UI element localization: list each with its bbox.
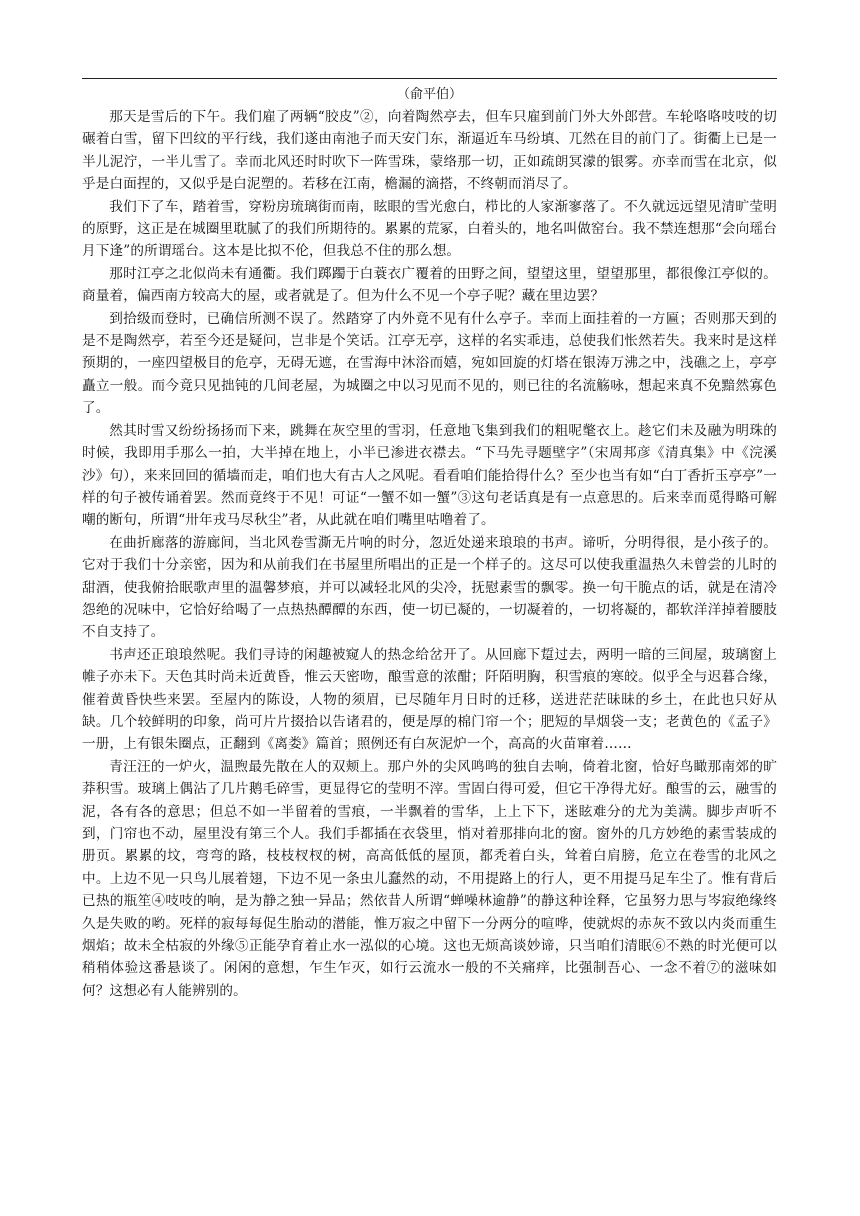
document-page — [82, 84, 777, 1002]
paragraph-4: 到拾级而登时，已确信所测不误了。然踏穿了内外竟不见有什么亭子。幸而上面挂着的一方匾；否则那天到的是不是陶然亭，若至今还是疑问，岂非是个笑话。江亭无亭，这样的名实乖违，总使我们怅然若失。我来时是这样预期的，一座四望极目的危亭，无碍无遮，在雪海中沐浴而嬉，宛如回旋的灯塔在银涛万沸之中，浅礁之上，亭亭矗立一般。而今竟只见拙钝的几间老屋，为城圈之中以习见而不见的，则已往的名流觞咏，想起来真不免黯然寡色了。 — [82, 310, 777, 417]
paragraph-5: 然其时雪又纷纷扬扬而下来，跳舞在灰空里的雪羽，任意地飞集到我们的粗呢氅衣上。趁它们未及融为明珠的时候，我即用手那么一拍，大半掉在地上，小半已渗进衣襟去。“下马先寻题壁字”（宋周邦彦《清真集》中《浣溪沙》句），来来回回的循墙而走，咱们也大有古人之风呢。看看咱们能拾得什么？至少也当有如“白丁香折玉亭亭”一样的句子被传诵着罢。然而竟终于不见！可证“一蟹不如一蟹”③这句老话真是有一点意思的。后来幸而觅得略可解嘲的断句，所谓“卅年戎马尽秋尘”者，从此就在咱们嘴里咕噜着了。 — [82, 422, 777, 529]
paragraph-2: 我们下了车，踏着雪，穿粉房琉璃街而南，眩眼的雪光愈白，栉比的人家渐寥落了。不久就远远望见清旷莹明的原野，这正是在城圈里耽腻了的我们所期待的。累累的荒冢，白着头的，地名叫做窑台。我不禁连想那“会向瑶台月下逢”的所谓瑶台。这本是比拟不伦，但我总不住的那么想。 — [82, 198, 777, 260]
author-line: （俞平伯） — [396, 87, 462, 102]
paragraph-3: 那时江亭之北似尚未有通衢。我们踯躅于白蓑衣广覆着的田野之间，望望这里，望望那里，都很像江亭似的。商量着，偏西南方较高大的屋，或者就是了。但为什么不见一个亭子呢？藏在里边罢？ — [82, 265, 777, 305]
paragraph-1: 那天是雪后的下午。我们雇了两辆“胶皮”②，向着陶然亭去，但车只雇到前门外大外郎营。车轮咯咯吱吱的切碾着白雪，留下凹纹的平行线，我们遂由南池子而天安门东，渐逼近车马纷填、兀然在目的前门了。街衢上已是一半儿泥泞，一半儿雪了。幸而北风还时时吹下一阵雪珠，蒙络那一切，正如疏朗冥濛的银雾。亦幸而雪在北京，似乎是白面捏的，又似乎是白泥塑的。若移在江南，檐漏的滴搭，不终朝而消尽了。 — [82, 109, 777, 193]
paragraph-6: 在曲折廊落的游廊间，当北风卷雪澌无片响的时分，忽近处递来琅琅的书声。谛听，分明得很，是小孩子的。它对于我们十分亲密，因为和从前我们在书屋里所唱出的正是一个样子的。这尽可以使我重温热久未曾尝的儿时的甜酒，使我俯拾眠歌声里的温馨梦痕，并可以减轻北风的尖冷，抚慰素雪的飘零。换一句干脆点的话，就是在清冷怨绝的况味中，它恰好给喝了一点热热醰醰的东西，使一切已凝的，一切凝着的，一切将凝的，都软洋洋掉着腰肢不自支持了。 — [82, 534, 777, 641]
header-rule — [82, 78, 777, 79]
paragraph-7: 书声还正琅琅然呢。我们寻诗的闲趣被窥人的热念给岔开了。从回廊下踅过去，两明一暗的三间屋，玻璃窗上帷子亦未下。天色其时尚未近黄昏，惟云天密吻，酿雪意的浓酣；阡陌明胸，积雪痕的寒皎。似乎全与迟暮合缘，催着黄昏快些来罢。至屋内的陈设，人物的须眉，已尽随年月日时的迁移，送进茫茫昧昧的乡土，在此也只好从缺。几个较鲜明的印象，尚可片片掇拾以告诸君的，便是厚的棉门帘一个；肥短的旱烟袋一支；老黄色的《孟子》一册，上有银朱圈点，正翻到《离娄》篇首；照例还有白灰泥炉一个，高高的火苗窜着…… — [82, 646, 777, 753]
paragraph-8: 青汪汪的一炉火，温煦最先散在人的双颊上。那户外的尖风鸣鸣的独自去响，倚着北窗，恰好鸟瞰那南郊的旷莽积雪。玻璃上偶沾了几片鹅毛碎雪，更显得它的莹明不滓。雪固白得可爱，但它干净得尤好。酿雪的云，融雪的泥，各有各的意思；但总不如一半留着的雪痕，一半飘着的雪华，上上下下，迷眩难分的尤为美满。脚步声听不到，门帘也不动，屋里没有第三个人。我们手都插在衣袋里，悄对着那排向北的窗。窗外的几方妙绝的素雪装成的册页。累累的坟，弯弯的路，枝枝杈杈的树，高高低低的屋顶，都秃着白头，耸着白肩膀，危立在卷雪的北风之中。上边不见一只鸟儿展着翅，下边不见一条虫儿蠢然的动，不用提路上的行人，更不用提马足车尘了。惟有背后已热的瓶笙④吱吱的响，是为静之独一异品；然依昔人所谓“蝉噪林逾静”的静这种诠释，它虽努力思与岑寂绝缘终久是失败的哟。死样的寂每每促生胎动的潜能，惟万寂之中留下一分两分的喧哗，使就烬的赤灰不致以内炎而重生烟焰；故未全枯寂的外缘⑤正能孕育着止水一泓似的心境。这也无烦高谈妙谛，只当咱们清眠⑥不熟的时光便可以稍稍体验这番悬谈了。闲闲的意想，乍生乍灭，如行云流水一般的不关痛痒，比强制吾心、一念不着⑦的滋味如何？这想必有人能辨别的。 — [82, 758, 777, 999]
